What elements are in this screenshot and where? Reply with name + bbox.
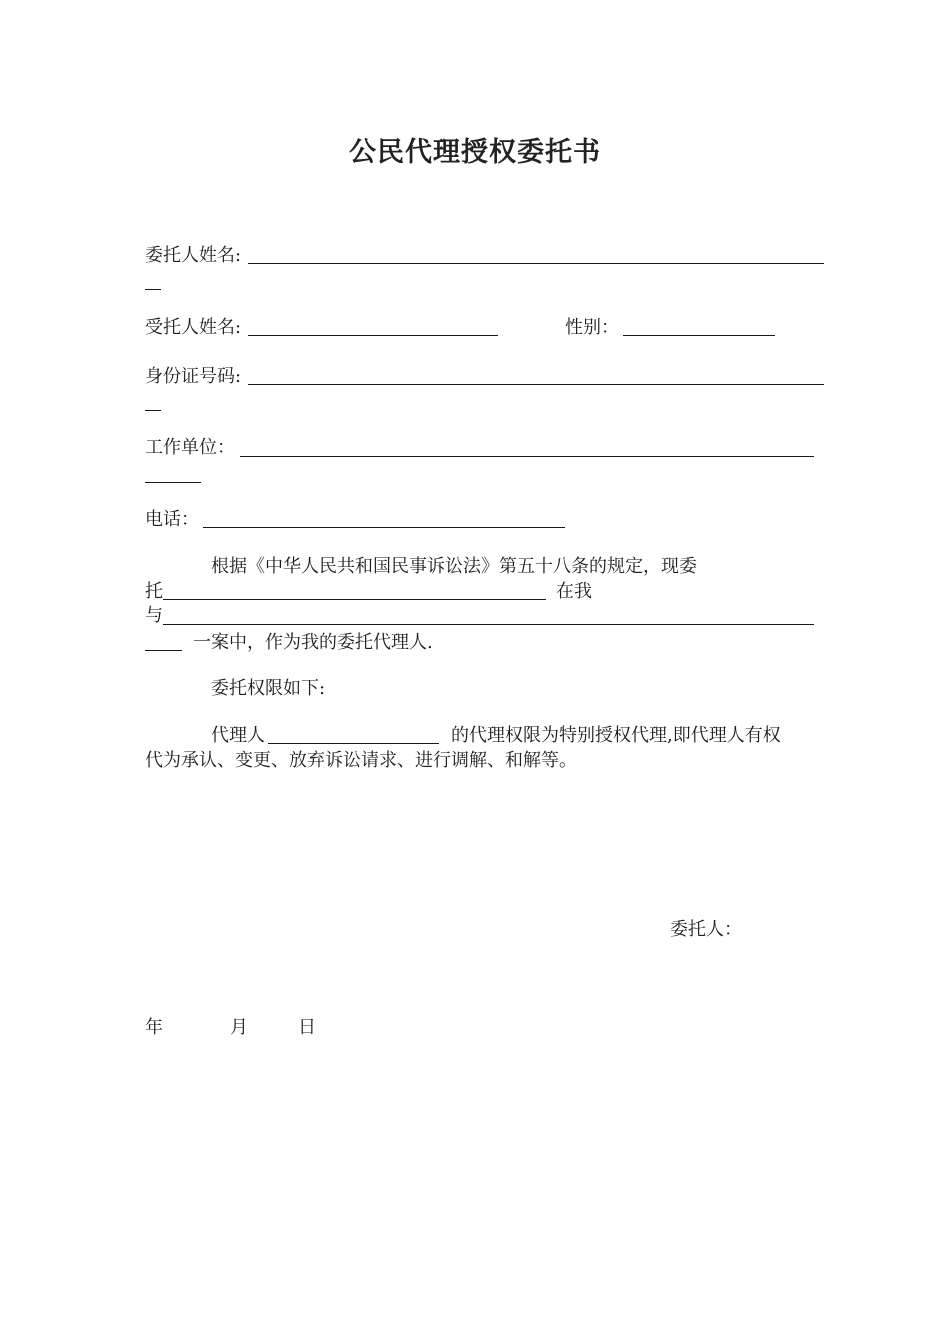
agent-entrusted-field[interactable]	[163, 599, 546, 600]
id-number-field[interactable]	[248, 384, 824, 385]
opposing-party-field[interactable]	[163, 624, 814, 625]
principal-signature-label: 委托人：	[670, 919, 742, 940]
gender-label: 性别：	[565, 317, 619, 338]
workplace-field-continued[interactable]	[145, 482, 201, 483]
authority-heading: 委托权限如下:	[211, 678, 326, 699]
intro-tuo: 托	[145, 581, 163, 602]
intro-zaiwo: 在我	[556, 581, 592, 602]
id-number-field-continued[interactable]	[145, 410, 161, 411]
gender-field[interactable]	[623, 335, 775, 336]
id-number-label: 身份证号码:	[145, 366, 242, 387]
date-year: 年	[145, 1017, 163, 1038]
authority-text-1: 的代理权限为特别授权代理,即代理人有权	[451, 725, 781, 746]
workplace-field[interactable]	[240, 456, 814, 457]
intro-text: 根据《中华人民共和国民事诉讼法》第五十八条的规定，现委	[211, 556, 697, 577]
phone-field[interactable]	[203, 527, 565, 528]
agent-name-field[interactable]	[248, 335, 498, 336]
phone-label: 电话：	[145, 509, 199, 530]
intro-yu: 与	[145, 605, 163, 626]
authority-agent-field[interactable]	[268, 743, 439, 744]
principal-name-label: 委托人姓名:	[145, 245, 242, 266]
principal-name-field-continued[interactable]	[145, 289, 161, 290]
agent-name-label: 受托人姓名:	[145, 317, 242, 338]
date-day: 日	[298, 1017, 316, 1038]
opposing-party-field-continued[interactable]	[145, 650, 182, 651]
intro-end: 一案中，作为我的委托代理人.	[193, 632, 433, 653]
workplace-label: 工作单位：	[145, 437, 235, 458]
principal-name-field[interactable]	[248, 263, 824, 264]
authority-text-2: 代为承认、变更、放弃诉讼请求、进行调解、和解等。	[145, 750, 577, 771]
document-title: 公民代理授权委托书	[349, 137, 601, 168]
agent-prefix: 代理人	[211, 725, 265, 746]
date-month: 月	[230, 1017, 248, 1038]
